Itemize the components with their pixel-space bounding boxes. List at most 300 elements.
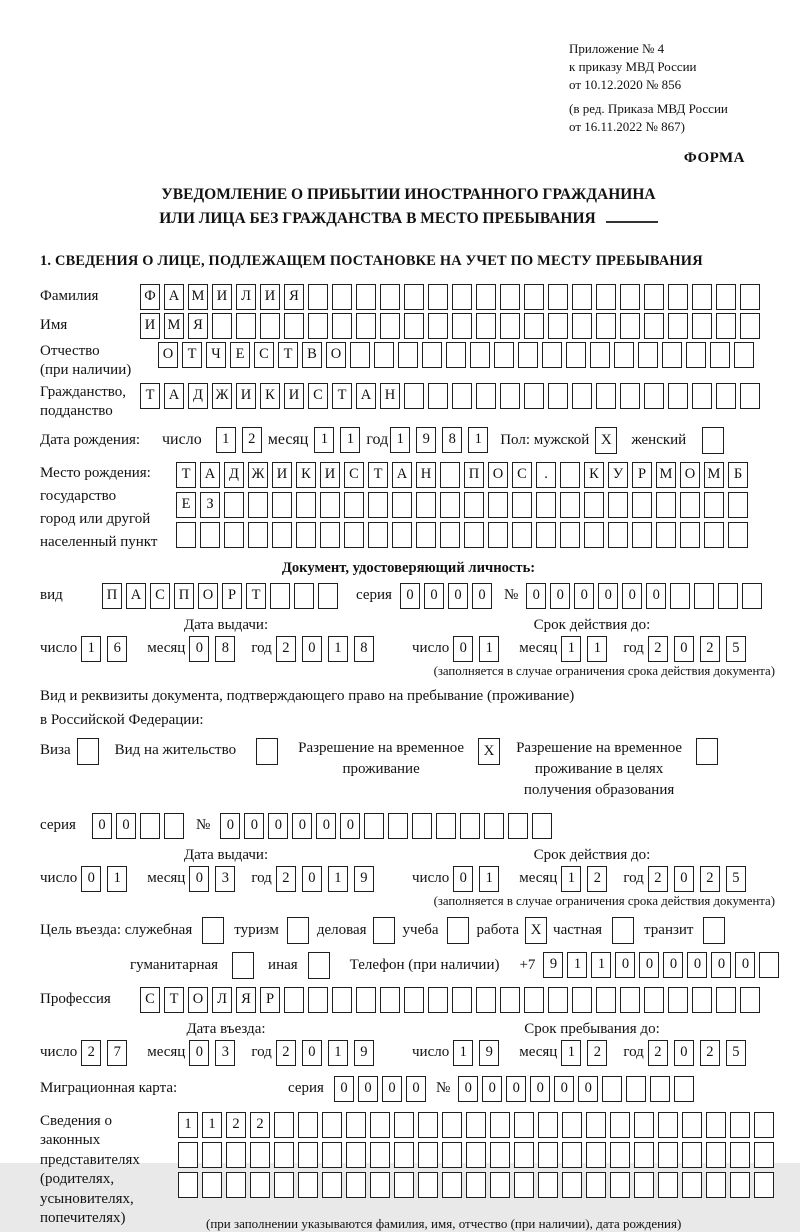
char-box[interactable]: 2 (276, 636, 296, 662)
char-box[interactable] (460, 813, 480, 839)
char-box[interactable] (368, 522, 388, 548)
char-box[interactable] (728, 522, 748, 548)
purpose-work-checkbox[interactable]: X (525, 917, 547, 944)
char-box[interactable]: Е (230, 342, 250, 368)
char-box[interactable] (584, 522, 604, 548)
char-box[interactable] (428, 987, 448, 1013)
char-box[interactable] (730, 1172, 750, 1198)
char-box[interactable] (668, 987, 688, 1013)
char-box[interactable] (532, 813, 552, 839)
char-box[interactable]: 2 (700, 1040, 720, 1066)
char-box[interactable] (586, 1142, 606, 1168)
char-box[interactable] (224, 522, 244, 548)
char-box[interactable]: Т (164, 987, 184, 1013)
char-box[interactable] (608, 522, 628, 548)
char-box[interactable]: 7 (107, 1040, 127, 1066)
char-box[interactable]: П (102, 583, 122, 609)
char-box[interactable] (560, 462, 580, 488)
char-box[interactable] (394, 1112, 414, 1138)
char-box[interactable]: С (512, 462, 532, 488)
char-box[interactable] (692, 284, 712, 310)
char-box[interactable] (260, 313, 280, 339)
char-box[interactable]: 0 (663, 952, 683, 978)
char-box[interactable] (610, 1142, 630, 1168)
char-box[interactable] (248, 492, 268, 518)
char-box[interactable]: Р (632, 462, 652, 488)
char-box[interactable] (584, 492, 604, 518)
char-box[interactable] (370, 1112, 390, 1138)
char-box[interactable] (224, 492, 244, 518)
char-box[interactable] (202, 1142, 222, 1168)
char-box[interactable]: 0 (711, 952, 731, 978)
char-box[interactable] (200, 522, 220, 548)
char-box[interactable]: С (140, 987, 160, 1013)
char-box[interactable] (176, 522, 196, 548)
char-box[interactable]: И (284, 383, 304, 409)
char-box[interactable] (566, 342, 586, 368)
char-box[interactable]: 1 (479, 866, 499, 892)
char-box[interactable] (476, 383, 496, 409)
char-box[interactable] (322, 1172, 342, 1198)
char-box[interactable]: 2 (648, 1040, 668, 1066)
char-box[interactable]: 1 (561, 636, 581, 662)
char-box[interactable]: 0 (189, 636, 209, 662)
char-box[interactable]: 1 (328, 1040, 348, 1066)
char-box[interactable] (476, 987, 496, 1013)
char-box[interactable] (416, 522, 436, 548)
char-box[interactable] (488, 492, 508, 518)
char-box[interactable] (674, 1076, 694, 1102)
char-box[interactable] (694, 583, 714, 609)
char-box[interactable]: А (164, 383, 184, 409)
char-box[interactable] (548, 284, 568, 310)
char-box[interactable] (274, 1112, 294, 1138)
char-box[interactable]: 0 (116, 813, 136, 839)
char-box[interactable] (298, 1142, 318, 1168)
char-box[interactable] (536, 492, 556, 518)
char-box[interactable]: 2 (250, 1112, 270, 1138)
char-box[interactable]: 2 (81, 1040, 101, 1066)
char-box[interactable]: Т (368, 462, 388, 488)
char-box[interactable]: 2 (700, 866, 720, 892)
char-box[interactable]: 9 (543, 952, 563, 978)
char-box[interactable]: Т (176, 462, 196, 488)
char-box[interactable]: 0 (453, 866, 473, 892)
char-box[interactable]: 0 (244, 813, 264, 839)
char-box[interactable]: 0 (302, 866, 322, 892)
char-box[interactable] (586, 1172, 606, 1198)
char-box[interactable] (644, 383, 664, 409)
char-box[interactable] (398, 342, 418, 368)
char-box[interactable]: 0 (268, 813, 288, 839)
purpose-business-checkbox[interactable] (202, 917, 224, 944)
char-box[interactable]: 9 (479, 1040, 499, 1066)
char-box[interactable] (500, 987, 520, 1013)
char-box[interactable] (428, 383, 448, 409)
char-box[interactable] (404, 987, 424, 1013)
char-box[interactable] (320, 522, 340, 548)
char-box[interactable]: К (584, 462, 604, 488)
char-box[interactable] (716, 284, 736, 310)
char-box[interactable] (658, 1112, 678, 1138)
char-box[interactable] (508, 813, 528, 839)
char-box[interactable] (296, 522, 316, 548)
char-box[interactable]: П (174, 583, 194, 609)
char-box[interactable]: 8 (442, 427, 462, 453)
char-box[interactable]: С (308, 383, 328, 409)
visa-checkbox[interactable] (77, 738, 99, 765)
char-box[interactable]: 3 (215, 1040, 235, 1066)
char-box[interactable]: 2 (242, 427, 262, 453)
char-box[interactable] (716, 313, 736, 339)
char-box[interactable]: Т (332, 383, 352, 409)
char-box[interactable] (620, 383, 640, 409)
purpose-humanitarian-checkbox[interactable] (232, 952, 254, 979)
char-box[interactable] (538, 1112, 558, 1138)
char-box[interactable] (380, 284, 400, 310)
char-box[interactable]: В (302, 342, 322, 368)
char-box[interactable]: 0 (340, 813, 360, 839)
char-box[interactable] (610, 1112, 630, 1138)
char-box[interactable] (388, 813, 408, 839)
char-box[interactable]: 1 (390, 427, 410, 453)
char-box[interactable] (656, 522, 676, 548)
char-box[interactable]: 5 (726, 1040, 746, 1066)
char-box[interactable]: 1 (479, 636, 499, 662)
char-box[interactable]: О (326, 342, 346, 368)
char-box[interactable] (734, 342, 754, 368)
char-box[interactable]: Н (380, 383, 400, 409)
char-box[interactable]: 0 (530, 1076, 550, 1102)
char-box[interactable]: А (164, 284, 184, 310)
char-box[interactable]: 1 (314, 427, 334, 453)
char-box[interactable] (542, 342, 562, 368)
char-box[interactable]: 0 (292, 813, 312, 839)
char-box[interactable]: П (464, 462, 484, 488)
char-box[interactable] (682, 1172, 702, 1198)
char-box[interactable]: Т (140, 383, 160, 409)
char-box[interactable] (596, 313, 616, 339)
char-box[interactable] (668, 313, 688, 339)
char-box[interactable] (754, 1172, 774, 1198)
char-box[interactable] (626, 1076, 646, 1102)
purpose-private-checkbox[interactable] (612, 917, 634, 944)
char-box[interactable] (412, 813, 432, 839)
char-box[interactable] (562, 1112, 582, 1138)
edu-permit-checkbox[interactable] (696, 738, 718, 765)
char-box[interactable] (346, 1112, 366, 1138)
char-box[interactable] (718, 583, 738, 609)
char-box[interactable] (620, 987, 640, 1013)
char-box[interactable]: 0 (424, 583, 444, 609)
char-box[interactable]: 3 (215, 866, 235, 892)
char-box[interactable] (368, 492, 388, 518)
char-box[interactable]: 0 (526, 583, 546, 609)
char-box[interactable] (140, 813, 160, 839)
char-box[interactable]: И (260, 284, 280, 310)
char-box[interactable] (380, 313, 400, 339)
char-box[interactable]: К (260, 383, 280, 409)
char-box[interactable] (226, 1142, 246, 1168)
purpose-transit-checkbox[interactable] (703, 917, 725, 944)
char-box[interactable] (572, 284, 592, 310)
char-box[interactable] (590, 342, 610, 368)
char-box[interactable]: Т (182, 342, 202, 368)
char-box[interactable]: М (188, 284, 208, 310)
char-box[interactable] (404, 313, 424, 339)
char-box[interactable] (514, 1142, 534, 1168)
char-box[interactable] (452, 284, 472, 310)
char-box[interactable]: О (158, 342, 178, 368)
temp-permit-checkbox[interactable]: X (478, 738, 500, 765)
char-box[interactable] (374, 342, 394, 368)
char-box[interactable] (440, 492, 460, 518)
char-box[interactable] (436, 813, 456, 839)
char-box[interactable]: М (164, 313, 184, 339)
char-box[interactable] (392, 522, 412, 548)
char-box[interactable] (270, 583, 290, 609)
char-box[interactable] (394, 1142, 414, 1168)
char-box[interactable]: 2 (587, 1040, 607, 1066)
char-box[interactable]: 0 (334, 1076, 354, 1102)
char-box[interactable]: 5 (726, 636, 746, 662)
char-box[interactable] (418, 1142, 438, 1168)
char-box[interactable] (470, 342, 490, 368)
char-box[interactable] (452, 987, 472, 1013)
char-box[interactable]: 0 (316, 813, 336, 839)
char-box[interactable] (692, 987, 712, 1013)
char-box[interactable]: 0 (598, 583, 618, 609)
char-box[interactable] (272, 522, 292, 548)
char-box[interactable] (560, 522, 580, 548)
char-box[interactable]: И (212, 284, 232, 310)
char-box[interactable] (730, 1142, 750, 1168)
char-box[interactable]: 0 (506, 1076, 526, 1102)
char-box[interactable] (440, 462, 460, 488)
char-box[interactable]: 2 (226, 1112, 246, 1138)
char-box[interactable] (742, 583, 762, 609)
char-box[interactable] (740, 383, 760, 409)
char-box[interactable] (272, 492, 292, 518)
char-box[interactable] (178, 1142, 198, 1168)
char-box[interactable] (500, 313, 520, 339)
char-box[interactable]: 0 (622, 583, 642, 609)
purpose-commercial-checkbox[interactable] (373, 917, 395, 944)
char-box[interactable]: 0 (302, 636, 322, 662)
char-box[interactable] (686, 342, 706, 368)
char-box[interactable]: Н (416, 462, 436, 488)
char-box[interactable] (538, 1142, 558, 1168)
char-box[interactable] (754, 1112, 774, 1138)
char-box[interactable]: 0 (189, 1040, 209, 1066)
char-box[interactable]: А (200, 462, 220, 488)
char-box[interactable] (370, 1172, 390, 1198)
char-box[interactable]: 5 (726, 866, 746, 892)
char-box[interactable] (350, 342, 370, 368)
char-box[interactable]: У (608, 462, 628, 488)
char-box[interactable]: 0 (382, 1076, 402, 1102)
char-box[interactable]: З (200, 492, 220, 518)
char-box[interactable]: 0 (189, 866, 209, 892)
char-box[interactable] (488, 522, 508, 548)
char-box[interactable]: 6 (107, 636, 127, 662)
char-box[interactable] (500, 284, 520, 310)
char-box[interactable]: 8 (215, 636, 235, 662)
char-box[interactable] (704, 522, 724, 548)
char-box[interactable] (322, 1142, 342, 1168)
char-box[interactable] (446, 342, 466, 368)
char-box[interactable]: 0 (453, 636, 473, 662)
char-box[interactable]: 0 (448, 583, 468, 609)
char-box[interactable]: М (704, 462, 724, 488)
char-box[interactable]: 9 (416, 427, 436, 453)
char-box[interactable] (484, 813, 504, 839)
char-box[interactable] (380, 987, 400, 1013)
char-box[interactable] (236, 313, 256, 339)
char-box[interactable] (692, 383, 712, 409)
char-box[interactable] (662, 342, 682, 368)
char-box[interactable] (416, 492, 436, 518)
char-box[interactable]: 1 (328, 866, 348, 892)
char-box[interactable] (356, 284, 376, 310)
char-box[interactable]: 1 (587, 636, 607, 662)
char-box[interactable] (560, 492, 580, 518)
char-box[interactable] (740, 313, 760, 339)
char-box[interactable]: Р (222, 583, 242, 609)
char-box[interactable] (296, 492, 316, 518)
char-box[interactable]: Ж (212, 383, 232, 409)
char-box[interactable] (634, 1142, 654, 1168)
char-box[interactable] (562, 1172, 582, 1198)
char-box[interactable]: 0 (735, 952, 755, 978)
char-box[interactable] (692, 313, 712, 339)
char-box[interactable] (644, 987, 664, 1013)
char-box[interactable]: О (198, 583, 218, 609)
char-box[interactable]: О (680, 462, 700, 488)
char-box[interactable] (476, 313, 496, 339)
char-box[interactable] (274, 1142, 294, 1168)
char-box[interactable] (704, 492, 724, 518)
char-box[interactable] (308, 987, 328, 1013)
char-box[interactable] (308, 313, 328, 339)
char-box[interactable]: 0 (578, 1076, 598, 1102)
char-box[interactable] (524, 284, 544, 310)
char-box[interactable] (298, 1172, 318, 1198)
char-box[interactable]: 1 (567, 952, 587, 978)
char-box[interactable] (418, 1172, 438, 1198)
char-box[interactable] (668, 383, 688, 409)
char-box[interactable]: С (150, 583, 170, 609)
char-box[interactable] (356, 987, 376, 1013)
char-box[interactable] (710, 342, 730, 368)
char-box[interactable] (572, 313, 592, 339)
char-box[interactable] (392, 492, 412, 518)
char-box[interactable]: Д (188, 383, 208, 409)
char-box[interactable]: 0 (458, 1076, 478, 1102)
char-box[interactable]: 0 (639, 952, 659, 978)
char-box[interactable] (346, 1142, 366, 1168)
char-box[interactable] (442, 1112, 462, 1138)
char-box[interactable] (442, 1172, 462, 1198)
char-box[interactable] (344, 522, 364, 548)
char-box[interactable] (370, 1142, 390, 1168)
char-box[interactable]: И (140, 313, 160, 339)
char-box[interactable] (620, 313, 640, 339)
char-box[interactable] (634, 1172, 654, 1198)
char-box[interactable] (572, 383, 592, 409)
char-box[interactable] (596, 284, 616, 310)
char-box[interactable] (524, 313, 544, 339)
char-box[interactable]: Я (236, 987, 256, 1013)
char-box[interactable] (476, 284, 496, 310)
char-box[interactable] (562, 1142, 582, 1168)
char-box[interactable] (440, 522, 460, 548)
char-box[interactable] (754, 1142, 774, 1168)
char-box[interactable]: 1 (453, 1040, 473, 1066)
char-box[interactable]: 0 (482, 1076, 502, 1102)
char-box[interactable] (308, 284, 328, 310)
char-box[interactable] (632, 492, 652, 518)
char-box[interactable] (364, 813, 384, 839)
purpose-tourism-checkbox[interactable] (287, 917, 309, 944)
char-box[interactable]: 0 (220, 813, 240, 839)
char-box[interactable]: 1 (340, 427, 360, 453)
char-box[interactable] (466, 1172, 486, 1198)
char-box[interactable] (538, 1172, 558, 1198)
char-box[interactable]: 2 (648, 636, 668, 662)
char-box[interactable] (318, 583, 338, 609)
char-box[interactable] (452, 383, 472, 409)
char-box[interactable]: 0 (81, 866, 101, 892)
char-box[interactable]: 1 (81, 636, 101, 662)
char-box[interactable] (682, 1112, 702, 1138)
char-box[interactable] (344, 492, 364, 518)
char-box[interactable] (490, 1172, 510, 1198)
char-box[interactable]: С (344, 462, 364, 488)
char-box[interactable] (404, 284, 424, 310)
char-box[interactable] (644, 284, 664, 310)
char-box[interactable] (248, 522, 268, 548)
char-box[interactable] (572, 987, 592, 1013)
char-box[interactable] (322, 1112, 342, 1138)
char-box[interactable] (464, 492, 484, 518)
char-box[interactable] (346, 1172, 366, 1198)
char-box[interactable] (212, 313, 232, 339)
char-box[interactable]: 0 (574, 583, 594, 609)
sex-male-checkbox[interactable]: X (595, 427, 617, 454)
char-box[interactable] (620, 284, 640, 310)
char-box[interactable] (548, 313, 568, 339)
char-box[interactable] (682, 1142, 702, 1168)
char-box[interactable] (740, 987, 760, 1013)
char-box[interactable]: И (236, 383, 256, 409)
char-box[interactable] (680, 522, 700, 548)
char-box[interactable]: 0 (674, 1040, 694, 1066)
char-box[interactable] (514, 1112, 534, 1138)
char-box[interactable]: Л (236, 284, 256, 310)
char-box[interactable]: 0 (687, 952, 707, 978)
char-box[interactable] (404, 383, 424, 409)
char-box[interactable] (332, 987, 352, 1013)
char-box[interactable]: 1 (202, 1112, 222, 1138)
char-box[interactable] (596, 987, 616, 1013)
char-box[interactable] (284, 313, 304, 339)
char-box[interactable]: 1 (328, 636, 348, 662)
char-box[interactable]: Ч (206, 342, 226, 368)
char-box[interactable]: 2 (276, 1040, 296, 1066)
char-box[interactable] (706, 1142, 726, 1168)
char-box[interactable] (284, 987, 304, 1013)
